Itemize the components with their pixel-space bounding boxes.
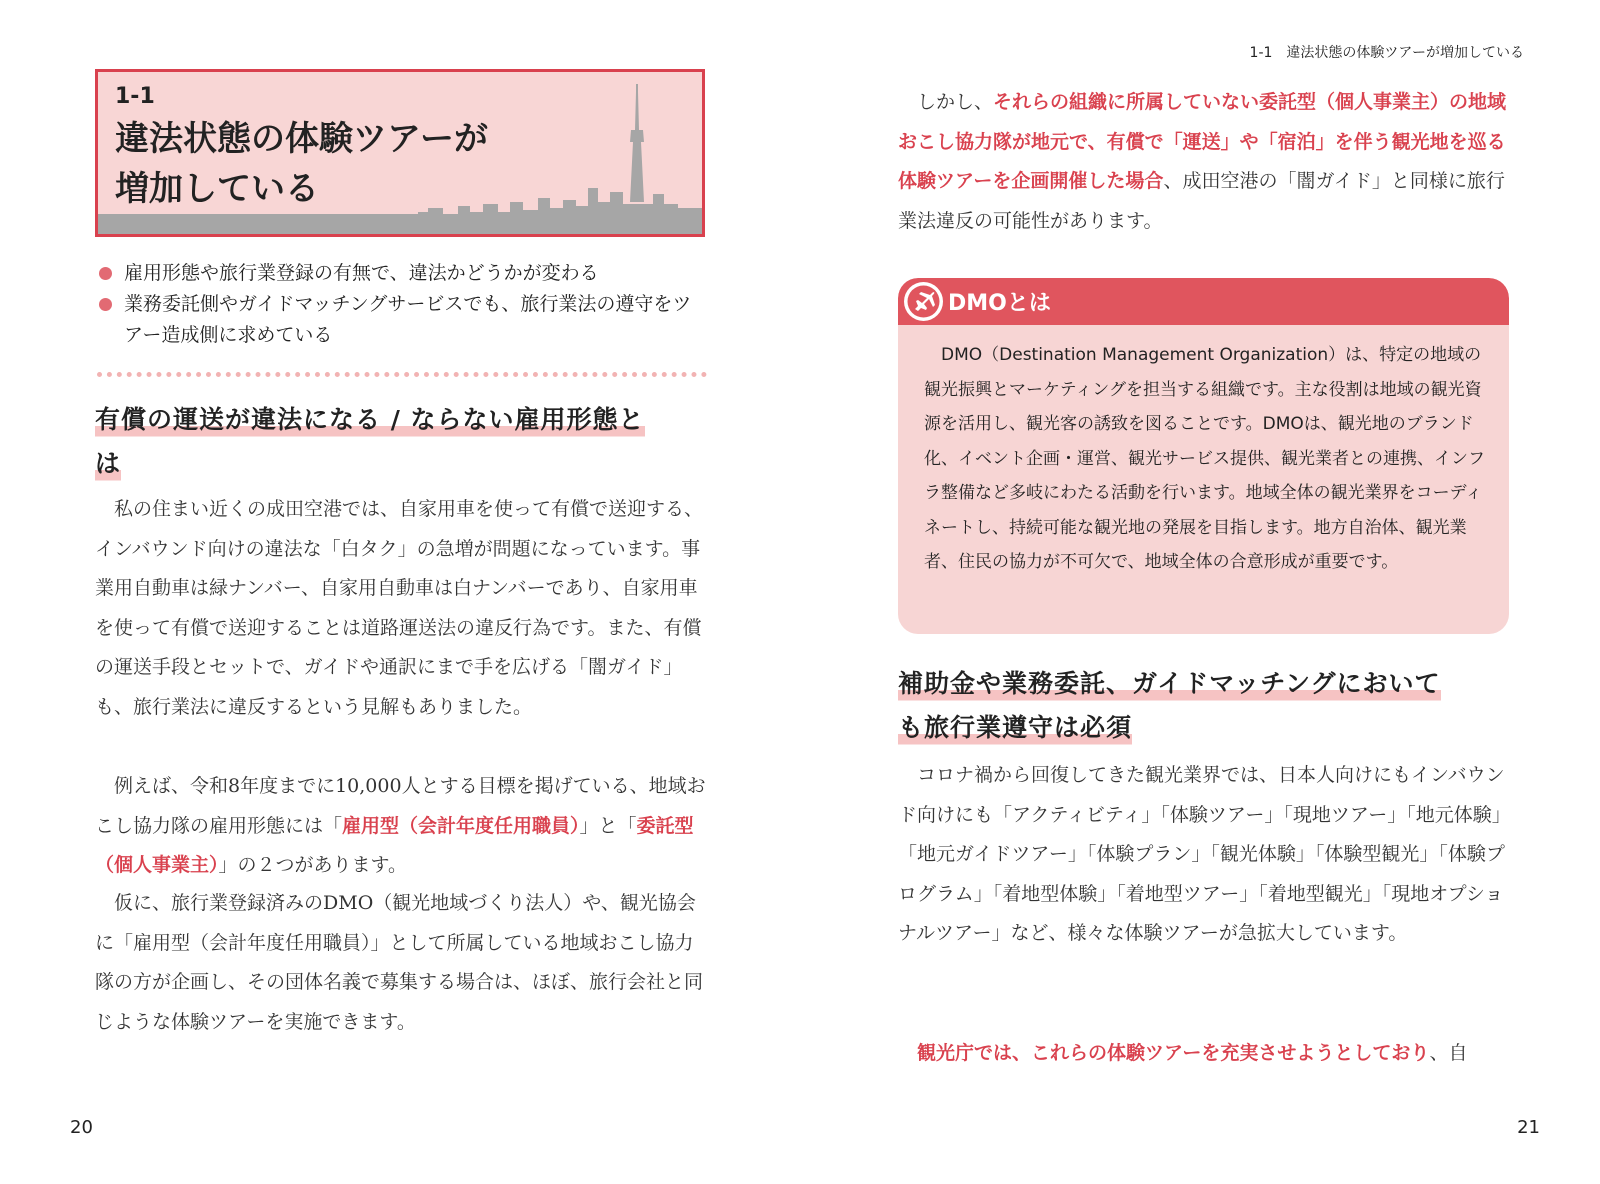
running-header: 1-1 違法状態の体験ツアーが増加している — [1249, 45, 1524, 61]
dmo-callout-title: DMOとは — [948, 291, 1051, 316]
highlight-text: 雇用型（会計年度任用職員） — [342, 814, 580, 837]
heading-line: 補助金や業務委託、ガイドマッチングにおいて — [898, 662, 1441, 706]
section-title-box — [95, 69, 705, 237]
right-paragraph-2: 観光庁では、これらの体験ツアーを充実させようとしており、自 — [917, 1042, 1468, 1064]
left-paragraph-1: 私の住まい近くの成田空港では、自家用車を使って有償で送迎する、インバウンド向けの違法な「白タク」の急増が問題になっています。事業用自動車は緑ナンバー、自家用自動車は白ナンバーであり、自家用車を使って有償で送迎することは道路運送法の違反行為です。また、有償の運送手段とセットで、ガイドや通訳にまで手を広げる「闇ガイド」も、旅行業法に違反するという見解もありました。 — [95, 498, 704, 718]
bullet-text: 雇用形態や旅行業登録の有無で、違法かどうかが変わる — [124, 262, 599, 284]
right-paragraph-1: コロナ禍から回復してきた観光業界では、日本人向けにもインバウンド向けにも「アクティビティ」「体験ツアー」「現地ツアー」「地元体験」「地元ガイドツアー」「体験プラン」「観光体験」「体験型観光」「体験プログラム」「着地型体験」「着地型ツアー」「着地型観光」「現地オプショナルツアー」など、様々な体験ツアーが急拡大しています。 — [898, 764, 1505, 944]
page-number-right: 21 — [1517, 1117, 1540, 1138]
right-intro-paragraph: しかし、それらの組織に所属していない委託型（個人事業主）の地域おこし協力隊が地元で、有償で「運送」や「宿泊」を伴う観光地を巡る体験ツアーを企画開催した場合、成田空港の「闇ガイド」と同様に旅行業法違反の可能性があります。 — [898, 91, 1507, 232]
highlight-text: それらの組織に所属していない委託型（個人事業主）の地域おこし協力隊が地元で、有償で「運送」や「宿泊」を伴う観光地を巡る体験ツアーを企画開催した場合 — [898, 91, 1507, 192]
section-title — [115, 114, 488, 214]
bullet-item — [97, 258, 707, 289]
dmo-callout-header — [898, 278, 1509, 325]
left-section-heading — [95, 398, 710, 486]
airplane-icon — [904, 282, 943, 321]
page-number-left: 20 — [70, 1117, 93, 1138]
dmo-callout-box — [898, 278, 1509, 634]
left-paragraph-3: 仮に、旅行業登録済みのDMO（観光地域づくり法人）や、観光協会に「雇用型（会計年度任用職員）」として所属している地域おこし協力隊の方が企画し、その団体名義で募集する場合は、ほぼ、旅行会社と同じような体験ツアーを実施できます。 — [95, 892, 704, 1033]
dotted-divider — [97, 372, 707, 377]
highlight-text: 委託型（個人事業主） — [95, 814, 694, 876]
heading-line: は — [95, 442, 121, 486]
highlight-text: 観光庁では、これらの体験ツアーを充実させようとしており — [917, 1042, 1430, 1064]
section-title-line: 違法状態の体験ツアーが — [115, 119, 488, 159]
right-section-heading — [898, 662, 1513, 750]
bullet-item — [97, 289, 707, 351]
bullet-dot-icon — [99, 267, 112, 280]
left-paragraph-2: 例えば、令和8年度までに10,000人とする目標を掲げている、地域おこし協力隊の雇用形態には「雇用型（会計年度任用職員）」と「委託型（個人事業主）」の２つがあります。 — [95, 775, 706, 876]
summary-bullets — [97, 258, 707, 351]
section-title-line: 増加している — [115, 169, 319, 209]
section-number: 1-1 — [115, 84, 155, 109]
bullet-dot-icon — [99, 298, 112, 311]
dmo-callout-body: DMO（Destination Management Organization）は、特定の地域の観光振興とマーケティングを担当する組織です。主な役割は地域の観光資源を活用し、観光客の誘致を図ることです。DMOは、観光地のブランド化、イベント企画・運営、観光サービス提供、観光業者との連携、インフラ整備など多岐にわたる活動を行います。地域全体の観光業界をコーディネートし、持続可能な観光地の発展を目指します。地方自治体、観光業者、住民の協力が不可欠で、地域全体の合意形成が重要です。 — [924, 345, 1485, 572]
heading-line: 有償の運送が違法になる / ならない雇用形態と — [95, 398, 645, 442]
heading-line: も旅行業遵守は必須 — [898, 706, 1132, 750]
bullet-text: 業務委託側やガイドマッチングサービスでも、旅行業法の遵守をツアー造成側に求めている — [124, 293, 692, 346]
